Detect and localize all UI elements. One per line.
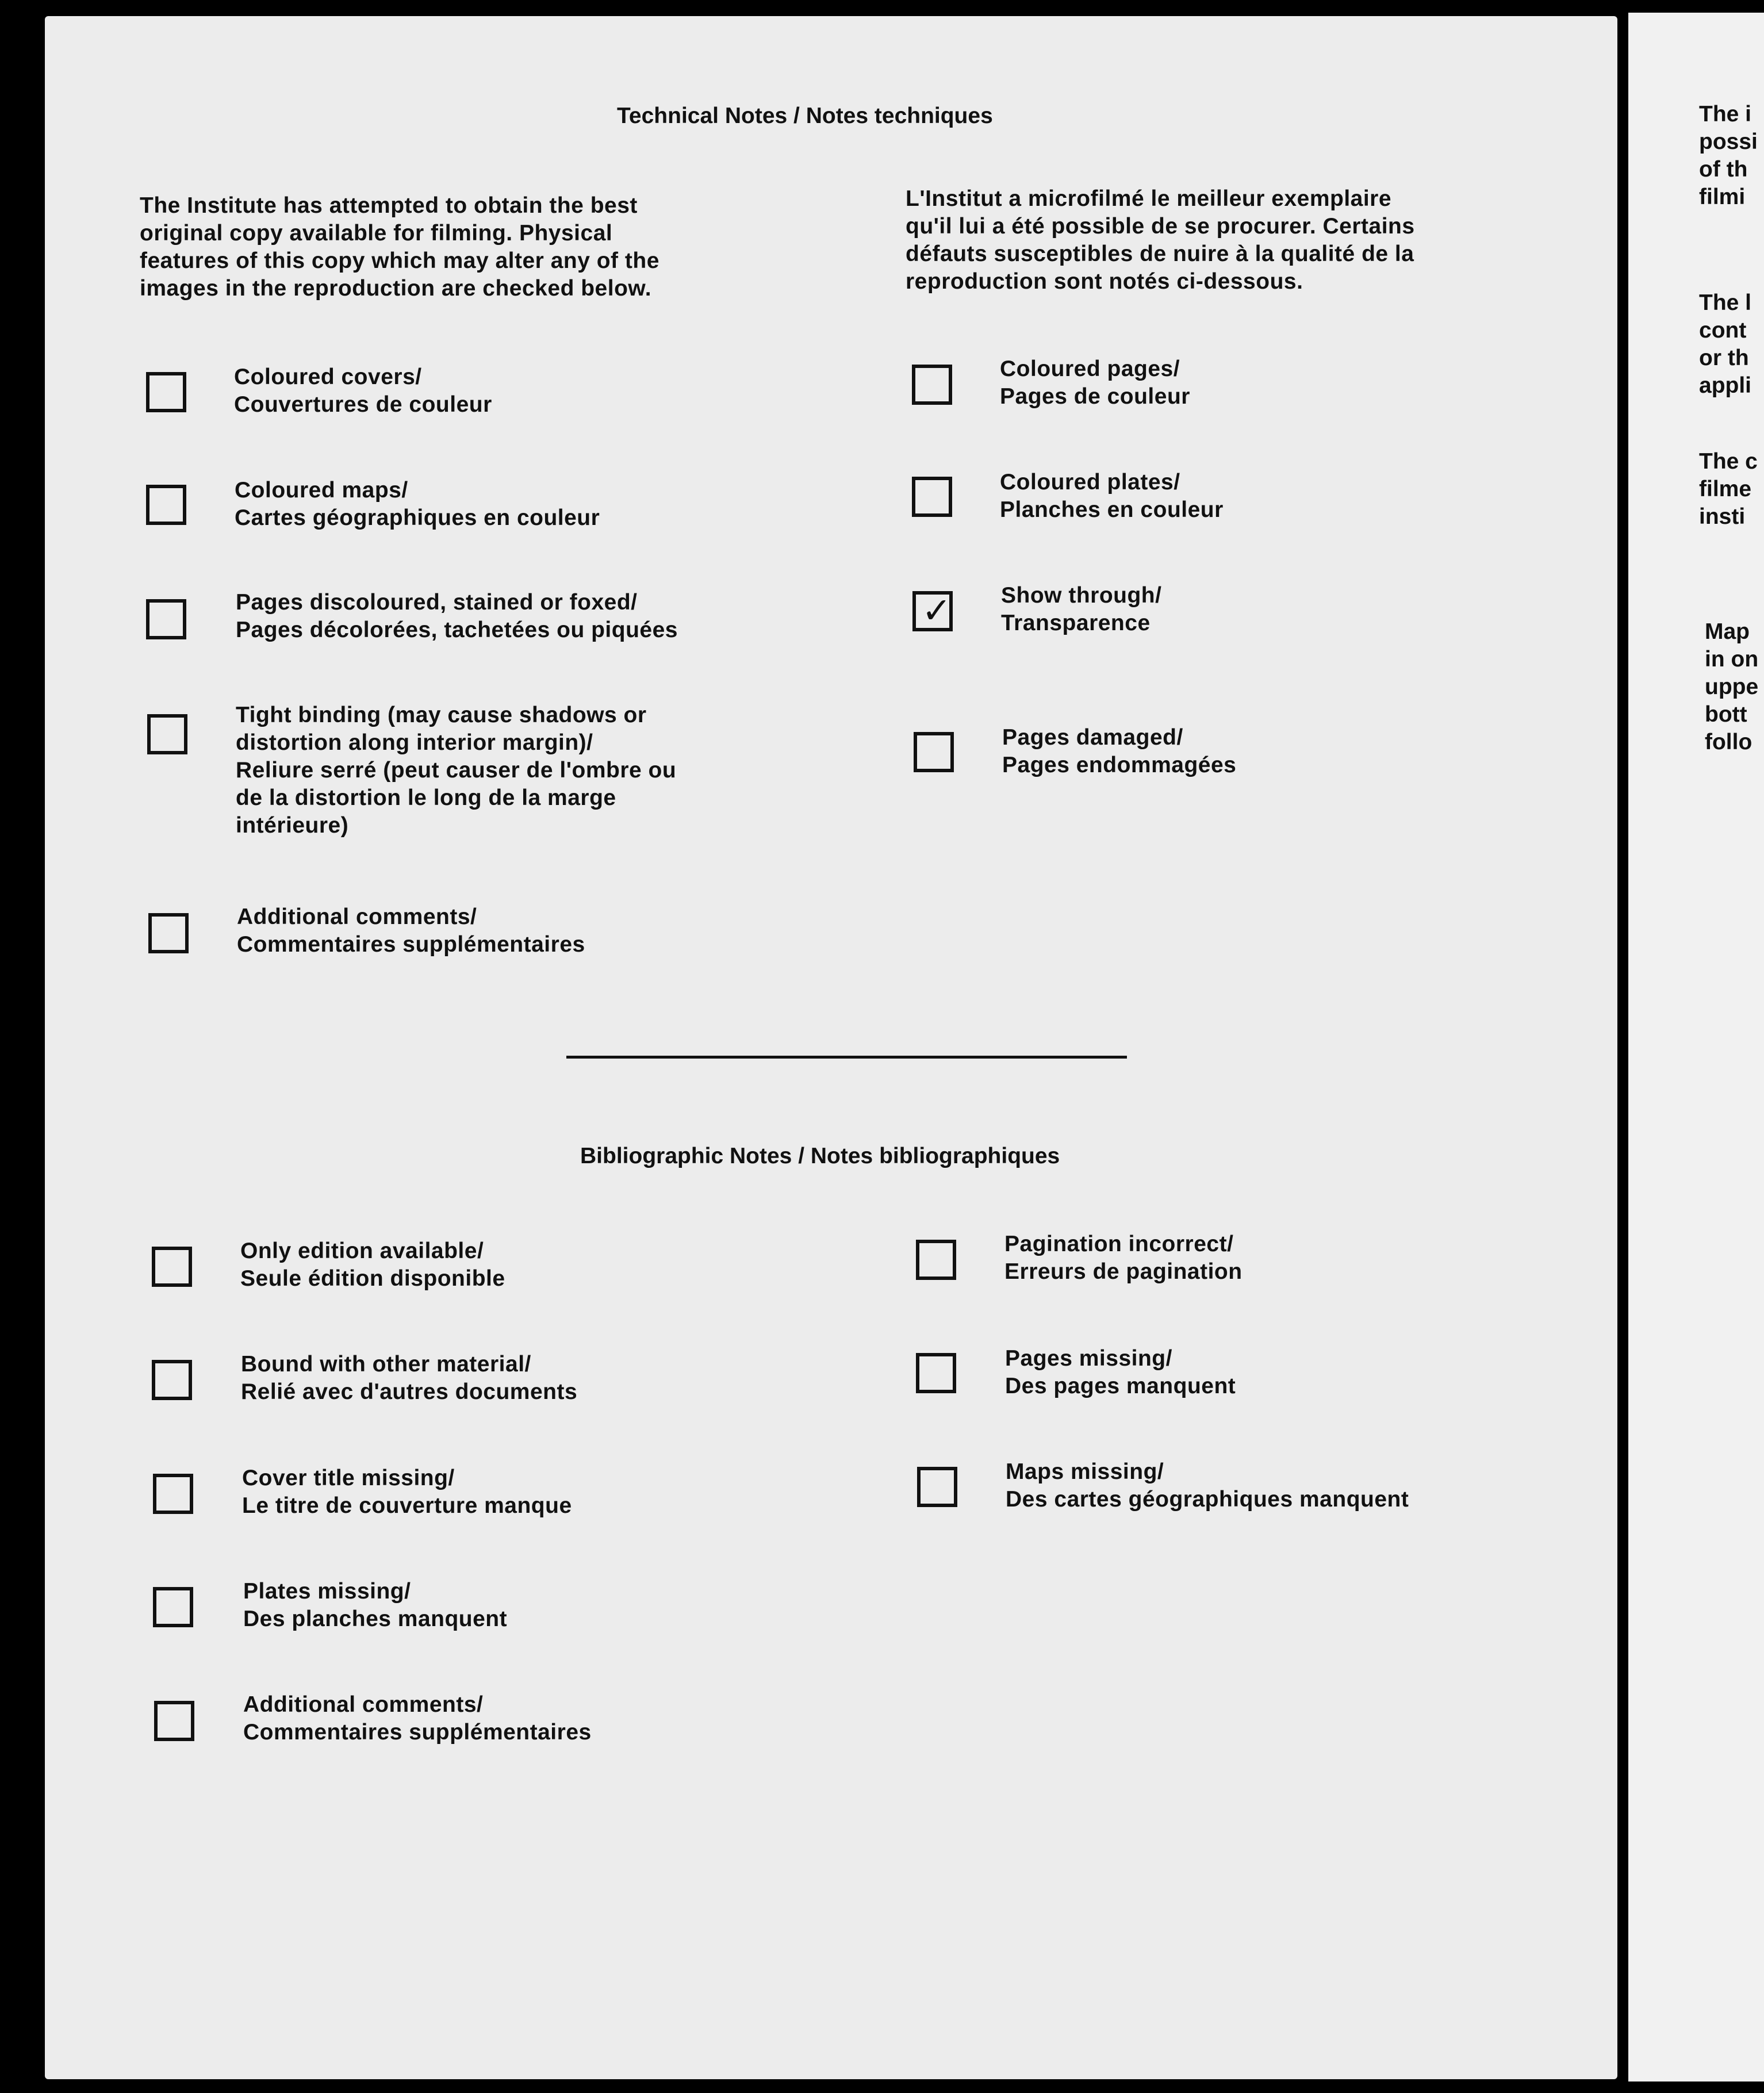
intro-french: L'Institut a microfilmé le meilleur exemplaire qu'il lui a été possible de se procurer. Certains défauts susceptibles de nuire à la qualité de la reproduction sont notés ci-dessous. [906,186,1415,294]
section-divider [566,1056,1127,1059]
adjacent-fragment-4: Map in on uppe bott follo [1705,619,1759,754]
checkbox-coloured-plates[interactable] [912,477,952,517]
adjacent-fragment-3: The c filme insti [1699,449,1758,529]
checkbox-only-edition[interactable] [152,1247,192,1287]
label-pages-damaged: Pages damaged/ Pages endommagées [1002,725,1237,777]
checkbox-coloured-maps[interactable] [146,485,186,525]
checkbox-additional-comments-technical[interactable] [148,913,189,953]
technical-notes-heading: Technical Notes / Notes techniques [617,103,993,128]
label-bound-with: Bound with other material/ Relié avec d'autres documents [241,1352,578,1404]
adjacent-fragment-1: The i possi of th filmi [1699,102,1758,209]
checkbox-cover-title-missing[interactable] [153,1474,193,1514]
checkbox-pages-missing[interactable] [916,1353,956,1393]
checkbox-bound-with[interactable] [152,1360,192,1400]
label-maps-missing: Maps missing/ Des cartes géographiques manquent [1006,1459,1409,1512]
label-pages-missing: Pages missing/ Des pages manquent [1005,1346,1236,1398]
checkbox-maps-missing[interactable] [917,1467,957,1507]
label-coloured-plates: Coloured plates/ Planches en couleur [1000,470,1224,522]
label-plates-missing: Plates missing/ Des planches manquent [243,1579,508,1631]
label-cover-title-missing: Cover title missing/ Le titre de couverture manque [242,1466,572,1518]
label-additional-comments-bibliographic: Additional comments/ Commentaires supplémentaires [243,1692,592,1745]
label-only-edition: Only edition available/ Seule édition disponible [240,1239,505,1291]
checkbox-tight-binding[interactable] [147,714,187,754]
checkbox-coloured-pages[interactable] [912,365,952,405]
document-page [45,16,1617,2079]
label-tight-binding: Tight binding (may cause shadows or distortion along interior margin)/ Reliure serré (peut causer de l'ombre ou de la distortion le long de la marge intérieure) [236,703,677,838]
label-coloured-maps: Coloured maps/ Cartes géographiques en couleur [235,478,600,530]
checkbox-coloured-covers[interactable] [146,372,186,412]
checkbox-additional-comments-bibliographic[interactable] [154,1701,194,1741]
label-show-through: Show through/ Transparence [1001,583,1162,635]
label-coloured-covers: Coloured covers/ Couvertures de couleur [234,365,492,417]
label-coloured-pages: Coloured pages/ Pages de couleur [1000,356,1190,409]
label-additional-comments-technical: Additional comments/ Commentaires supplémentaires [237,904,585,957]
label-pagination-incorrect: Pagination incorrect/ Erreurs de pagination [1004,1232,1243,1284]
bibliographic-notes-heading: Bibliographic Notes / Notes bibliographiques [580,1144,1060,1168]
checkbox-pages-discoloured[interactable] [146,599,186,639]
checkmark-icon: ✓ [922,591,952,631]
adjacent-fragment-2: The l cont or th appli [1699,290,1752,398]
checkbox-plates-missing[interactable] [153,1587,193,1627]
checkbox-pages-damaged[interactable] [914,732,954,772]
checkbox-pagination-incorrect[interactable] [916,1240,956,1280]
checkbox-show-through[interactable] [912,591,953,631]
label-pages-discoloured: Pages discoloured, stained or foxed/ Pages décolorées, tachetées ou piquées [236,590,678,642]
intro-english: The Institute has attempted to obtain the best original copy available for filming. Physical features of this copy which may alter any of the images in the reproduction are checked below. [140,193,659,301]
